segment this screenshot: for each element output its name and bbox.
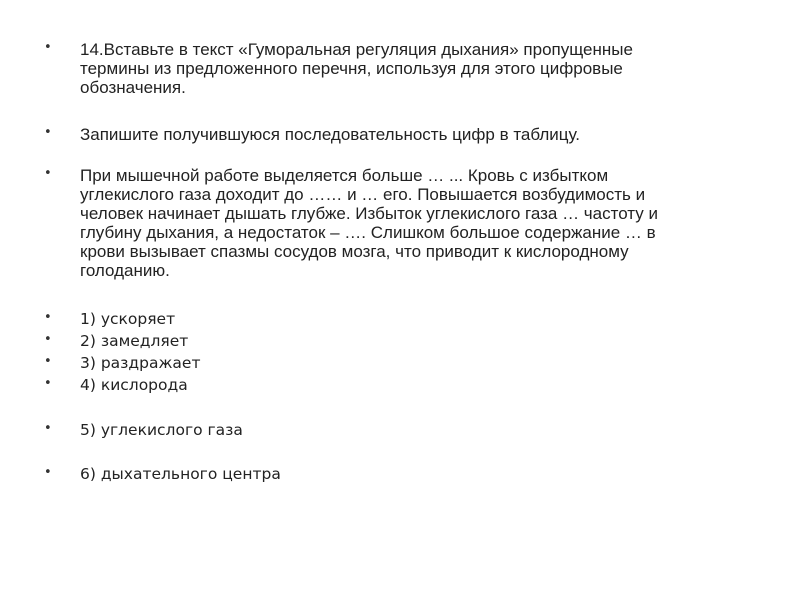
- bullet-icon: •: [44, 354, 52, 369]
- option-text: 3) раздражает: [80, 354, 201, 372]
- record-instruction-text: Запишите получившуюся последовательность цифр в таблицу.: [80, 125, 581, 144]
- bullet-icon: •: [44, 40, 52, 55]
- bullet-icon: •: [44, 332, 52, 347]
- bullet-icon: •: [44, 125, 52, 140]
- option-text: 1) ускоряет: [80, 310, 176, 328]
- task-instruction-text: 14.Вставьте в текст «Гуморальная регуляция дыхания» пропущенные термины из предложенного перечня, используя для этого цифровые обозначения.: [80, 40, 633, 97]
- option-text: 6) дыхательного центра: [80, 465, 281, 483]
- bullet-icon: •: [44, 376, 52, 391]
- option-text: 2) замедляет: [80, 332, 189, 350]
- bullet-icon: •: [44, 421, 52, 436]
- bullet-icon: •: [44, 166, 52, 181]
- option-text: 5) углекислого газа: [80, 421, 243, 439]
- passage-text: При мышечной работе выделяется больше … ... Кровь с избытком углекислого газа доходит до …… и … его. Повышается возбудимость и человек начинает дышать глубже. Избыток углекислого газа … частоту и глубину дыхания, а недостаток – …. Слишком большое содержание … в крови вызывает спазмы сосудов мозга, что приводит к кислородному голоданию.: [80, 166, 658, 280]
- bullet-icon: •: [44, 465, 52, 480]
- bullet-icon: •: [44, 310, 52, 325]
- option-text: 4) кислорода: [80, 376, 188, 394]
